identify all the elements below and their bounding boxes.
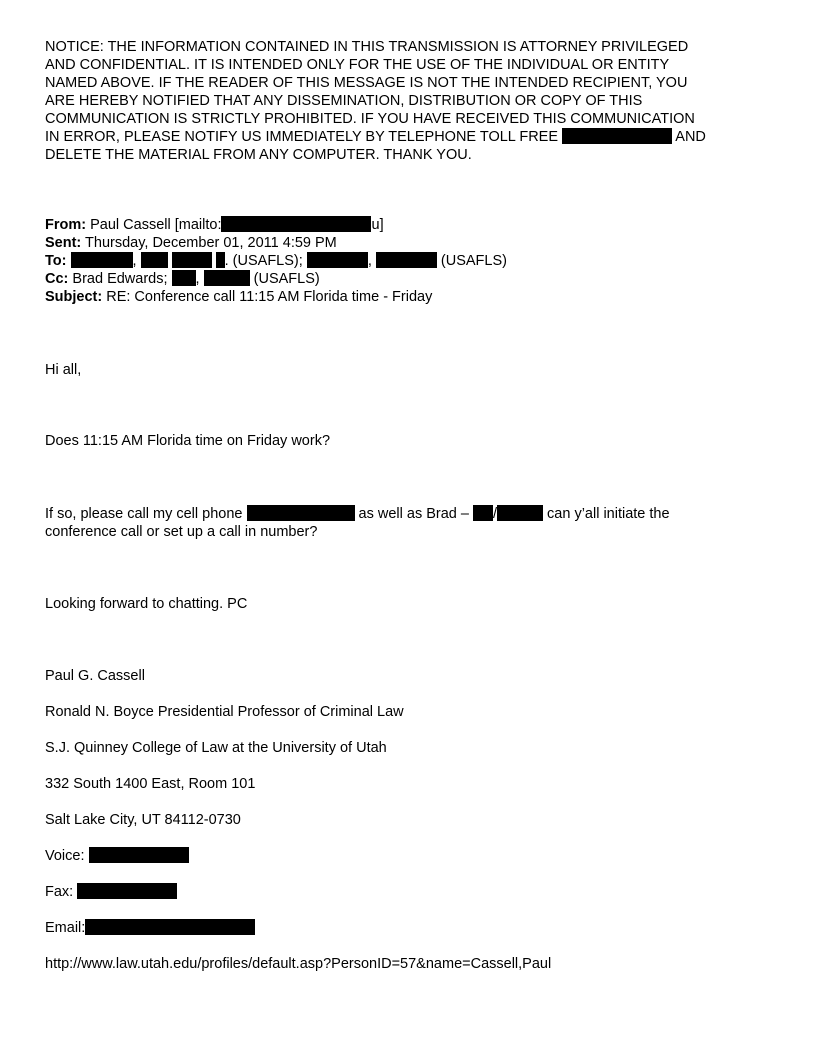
- from-label: From:: [45, 217, 87, 233]
- to-label: To:: [45, 253, 67, 269]
- redaction-box: [376, 252, 437, 268]
- call-text: can y’all initiate the: [547, 506, 670, 522]
- subject-line: [45, 288, 775, 306]
- signature-city-text: Salt Lake City, UT 84112-0730: [45, 812, 241, 828]
- redaction-box: [497, 505, 543, 521]
- signature-address: [45, 775, 775, 793]
- signature-title: [45, 703, 775, 721]
- notice-line: COMMUNICATION IS STRICTLY PROHIBITED. IF YOU HAVE RECEIVED THIS COMMUNICATION: [45, 111, 695, 127]
- call-line: [45, 505, 775, 523]
- notice-line: [45, 128, 775, 146]
- redaction-box: [562, 128, 672, 144]
- to-line: [45, 252, 775, 270]
- notice-line: NAMED ABOVE. IF THE READER OF THIS MESSAGE IS NOT THE INTENDED RECIPIENT, YOU: [45, 75, 688, 91]
- notice-line: DELETE THE MATERIAL FROM ANY COMPUTER. THANK YOU.: [45, 147, 472, 163]
- signature-voice: [45, 847, 775, 865]
- fax-line: [45, 883, 775, 901]
- greeting: [45, 361, 775, 379]
- call-text: as well as Brad –: [358, 506, 469, 522]
- subject-label: Subject:: [45, 289, 103, 305]
- redaction-box: [89, 847, 189, 863]
- signature-email: [45, 919, 775, 937]
- confidentiality-notice: [45, 38, 775, 164]
- redaction-box: [77, 883, 177, 899]
- signature-city: [45, 811, 775, 829]
- from-tail: ]: [379, 217, 384, 233]
- from-line: [45, 216, 775, 234]
- redaction-box: [221, 216, 371, 232]
- sent-line: [45, 234, 775, 252]
- redaction-box: [85, 919, 255, 935]
- notice-text: IN ERROR, PLEASE NOTIFY US IMMEDIATELY BY TELEPHONE TOLL FREE: [45, 129, 559, 145]
- closing-text: Looking forward to chatting. PC: [45, 596, 248, 612]
- question-paragraph: [45, 432, 775, 450]
- notice-line: AND CONFIDENTIAL. IT IS INTENDED ONLY FOR THE USE OF THE INDIVIDUAL OR ENTITY: [45, 57, 670, 73]
- email-label: Email:: [45, 920, 86, 936]
- redaction-box: [172, 270, 196, 286]
- call-paragraph: [45, 505, 775, 541]
- signature-name-text: Paul G. Cassell: [45, 668, 145, 684]
- signature-fax: [45, 883, 775, 901]
- notice-line: NOTICE: THE INFORMATION CONTAINED IN THIS TRANSMISSION IS ATTORNEY PRIVILEGED: [45, 39, 689, 55]
- signature-name: [45, 667, 775, 685]
- redaction-box: [141, 252, 168, 268]
- redaction-box: [247, 505, 355, 521]
- email-line: [45, 919, 775, 937]
- to-text: . (USAFLS);: [224, 253, 303, 269]
- notice-text: AND: [675, 129, 706, 145]
- signature-url: [45, 955, 775, 973]
- signature-school-text: S.J. Quinney College of Law at the University of Utah: [45, 740, 387, 756]
- greeting-text: Hi all,: [45, 362, 82, 378]
- fax-label: Fax:: [45, 884, 74, 900]
- call-text: If so, please call my cell phone: [45, 506, 243, 522]
- signature-title-text: Ronald N. Boyce Presidential Professor of Criminal Law: [45, 704, 404, 720]
- voice-label: Voice:: [45, 848, 85, 864]
- sent-label: Sent:: [45, 235, 82, 251]
- call-slash: /: [492, 506, 498, 522]
- notice-line: ARE HEREBY NOTIFIED THAT ANY DISSEMINATION, DISTRIBUTION OR COPY OF THIS: [45, 93, 643, 109]
- signature-address-text: 332 South 1400 East, Room 101: [45, 776, 256, 792]
- call-line: conference call or set up a call in number?: [45, 524, 318, 540]
- voice-line: [45, 847, 775, 865]
- sent-value: Thursday, December 01, 2011 4:59 PM: [85, 235, 337, 251]
- redaction-box: [172, 252, 212, 268]
- redaction-box: [473, 505, 493, 521]
- from-tail: u: [371, 217, 380, 233]
- cc-line: [45, 270, 775, 288]
- closing-paragraph: [45, 595, 775, 613]
- subject-value: RE: Conference call 11:15 AM Florida time - Friday: [106, 289, 433, 305]
- email-header: [45, 216, 775, 306]
- signature-school: [45, 739, 775, 757]
- to-text: (USAFLS): [440, 253, 507, 269]
- cc-label: Cc:: [45, 271, 69, 287]
- from-value: Paul Cassell [mailto:: [90, 217, 222, 233]
- cc-value: Brad Edwards;: [72, 271, 168, 287]
- cc-text: (USAFLS): [253, 271, 320, 287]
- redaction-box: [204, 270, 250, 286]
- separator: ,: [132, 253, 137, 269]
- redaction-box: [307, 252, 368, 268]
- profile-url[interactable]: http://www.law.utah.edu/profiles/default.asp?PersonID=57&name=Cassell,Paul: [45, 956, 552, 972]
- separator: ,: [367, 253, 372, 269]
- redaction-box: [71, 252, 133, 268]
- redaction-box: [216, 252, 225, 268]
- question-text: Does 11:15 AM Florida time on Friday work?: [45, 433, 331, 449]
- separator: ,: [195, 271, 200, 287]
